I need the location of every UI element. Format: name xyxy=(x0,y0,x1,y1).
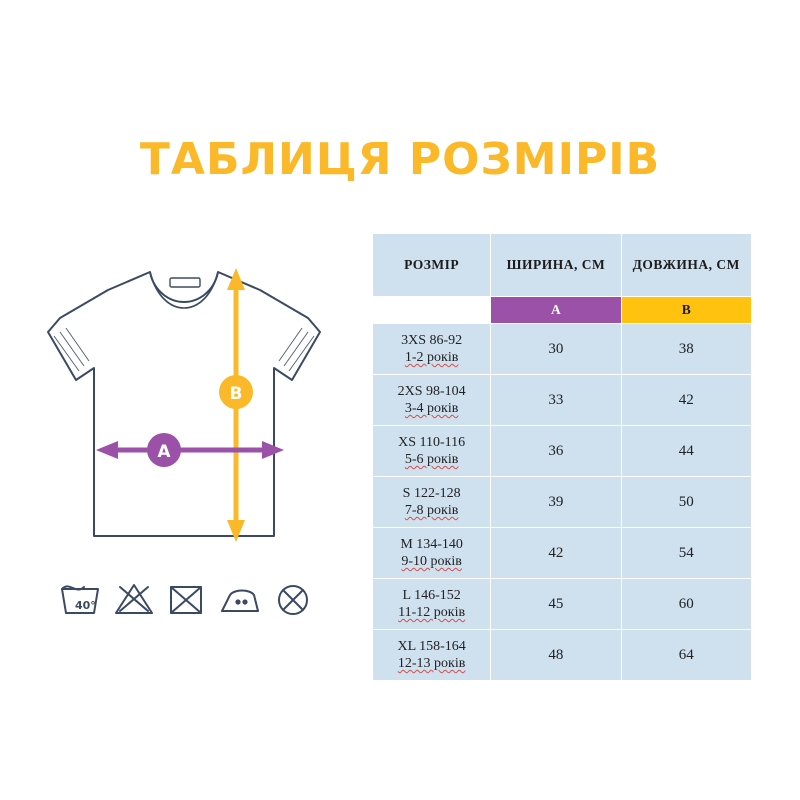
do-not-bleach-icon xyxy=(116,585,152,613)
table-row xyxy=(373,528,752,579)
row-length: 50 xyxy=(621,477,751,528)
row-width: 30 xyxy=(491,324,621,375)
row-length: 38 xyxy=(621,324,751,375)
row-size-line1: 2XS 98-104 xyxy=(397,383,466,399)
row-size xyxy=(373,324,491,375)
table-header-row xyxy=(373,234,752,297)
row-size xyxy=(373,528,491,579)
do-not-tumble-dry-icon xyxy=(171,587,201,613)
row-size xyxy=(373,426,491,477)
row-size-line1: S 122-128 xyxy=(402,485,461,501)
header-length: ДОВЖИНА, СМ xyxy=(621,234,751,297)
subheader-b: B xyxy=(621,297,751,324)
row-length: 64 xyxy=(621,630,751,681)
table-row xyxy=(373,630,752,681)
row-length: 54 xyxy=(621,528,751,579)
table-row xyxy=(373,477,752,528)
row-size-line1: L 146-152 xyxy=(402,587,461,603)
row-width: 36 xyxy=(491,426,621,477)
wash-40-icon xyxy=(62,586,98,613)
row-width: 33 xyxy=(491,375,621,426)
row-length: 42 xyxy=(621,375,751,426)
care-icons-row xyxy=(58,575,318,625)
row-size-line2: 11-12 років xyxy=(398,605,466,620)
row-width: 48 xyxy=(491,630,621,681)
row-length: 60 xyxy=(621,579,751,630)
row-width: 45 xyxy=(491,579,621,630)
table-row xyxy=(373,579,752,630)
do-not-dry-clean-icon xyxy=(279,586,307,614)
row-size-line2: 9-10 років xyxy=(401,554,462,569)
header-width: ШИРИНА, СМ xyxy=(491,234,621,297)
table-row xyxy=(373,375,752,426)
row-size-line2: 5-6 років xyxy=(404,452,459,467)
row-length: 44 xyxy=(621,426,751,477)
svg-text:40°: 40° xyxy=(75,599,96,612)
subheader-blank xyxy=(373,297,491,324)
table-subheader-row xyxy=(373,297,752,324)
page-title: ТАБЛИЦЯ РОЗМІРІВ xyxy=(139,134,661,185)
iron-low-icon xyxy=(222,591,258,612)
neck-label-icon xyxy=(170,278,200,287)
row-size-line2: 1-2 років xyxy=(404,350,459,365)
row-size-line1: XS 110-116 xyxy=(398,434,466,450)
row-size-line2: 3-4 років xyxy=(404,401,459,416)
measure-b-label: B xyxy=(229,384,243,404)
row-width: 42 xyxy=(491,528,621,579)
subheader-a: A xyxy=(491,297,621,324)
row-size-line1: 3XS 86-92 xyxy=(401,332,463,348)
row-size xyxy=(373,630,491,681)
measure-a-label: A xyxy=(157,442,171,462)
header-size: РОЗМІР xyxy=(373,234,491,297)
table-row xyxy=(373,324,752,375)
size-table xyxy=(372,233,752,681)
table-row xyxy=(373,426,752,477)
row-size xyxy=(373,579,491,630)
row-size-line2: 7-8 років xyxy=(404,503,459,518)
row-size-line1: XL 158-164 xyxy=(397,638,466,654)
row-size-line2: 12-13 років xyxy=(397,656,466,671)
tshirt-diagram xyxy=(38,240,358,570)
row-size-line1: M 134-140 xyxy=(400,536,463,552)
row-size xyxy=(373,477,491,528)
row-size xyxy=(373,375,491,426)
row-width: 39 xyxy=(491,477,621,528)
